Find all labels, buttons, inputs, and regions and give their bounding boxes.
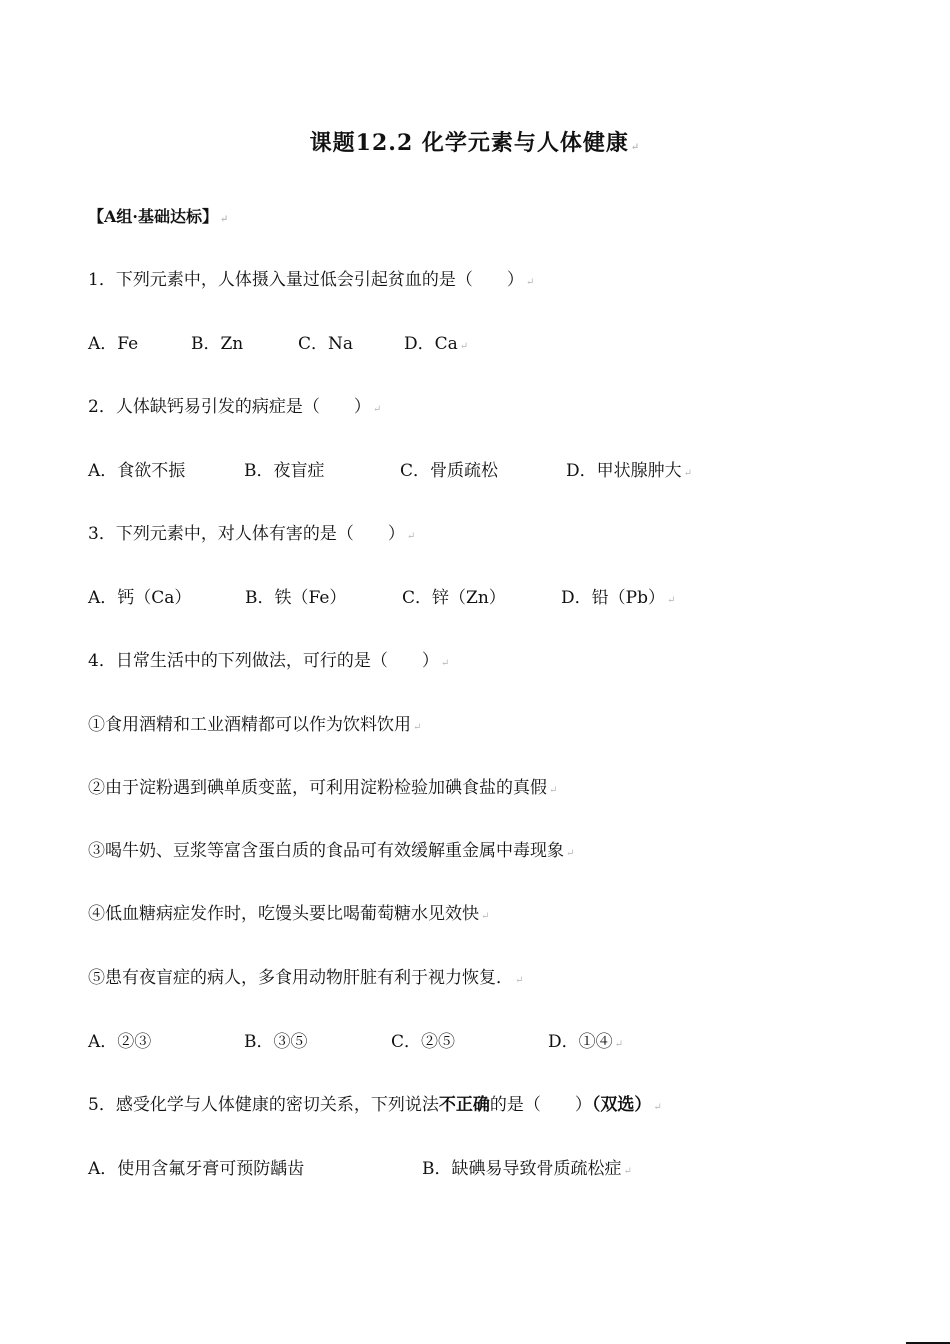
section-text: 【A组·基础达标】 bbox=[88, 207, 218, 226]
paragraph-mark: ↵ bbox=[413, 722, 422, 733]
question-4-item-1 bbox=[88, 710, 421, 735]
option-c: C．②⑤ bbox=[391, 1032, 456, 1052]
option-b: B．缺碘易导致骨质疏松症 bbox=[422, 1159, 622, 1179]
paragraph-mark: ↵ bbox=[653, 1102, 662, 1113]
paragraph-mark: ↵ bbox=[406, 531, 416, 542]
paragraph-mark: ↵ bbox=[630, 142, 641, 153]
option-b: B．③⑤ bbox=[244, 1032, 308, 1052]
option-b: B．铁（Fe） bbox=[245, 588, 347, 608]
option-a: A．食欲不振 bbox=[88, 461, 186, 481]
question-4-stem bbox=[88, 646, 449, 671]
paragraph-mark: ↵ bbox=[623, 1166, 632, 1177]
statement-text: ⑤患有夜盲症的病人，多食用动物肝脏有利于视力恢复． bbox=[88, 968, 513, 988]
paragraph-mark: ↵ bbox=[459, 341, 469, 352]
question-2-stem bbox=[88, 392, 381, 417]
question-1-options bbox=[88, 329, 888, 353]
paragraph-mark: ↵ bbox=[666, 595, 676, 606]
emphasis-text: 不正确 bbox=[438, 1095, 490, 1115]
option-d-wrap bbox=[566, 456, 692, 481]
question-3-stem bbox=[88, 519, 415, 544]
statement-text: ④低血糖病症发作时，吃馒头要比喝葡萄糖水见效快 bbox=[88, 904, 479, 924]
option-d-wrap bbox=[561, 583, 675, 608]
option-c: C．骨质疏松 bbox=[400, 461, 499, 481]
option-d: D．①④ bbox=[548, 1032, 613, 1052]
paragraph-mark: ↵ bbox=[372, 404, 382, 415]
question-1-stem bbox=[88, 265, 534, 290]
statement-text: ①食用酒精和工业酒精都可以作为饮料饮用 bbox=[88, 715, 411, 735]
option-a: A．钙（Ca） bbox=[88, 588, 192, 608]
paragraph-mark: ↵ bbox=[220, 214, 229, 225]
question-3-options bbox=[88, 583, 888, 607]
question-text: 2．人体缺钙易引发的病症是（ ） bbox=[88, 397, 371, 417]
question-4-item-3 bbox=[88, 836, 574, 861]
paragraph-mark: ↵ bbox=[481, 911, 490, 922]
option-b: B．夜盲症 bbox=[244, 461, 325, 481]
statement-text: ③喝牛奶、豆浆等富含蛋白质的食品可有效缓解重金属中毒现象 bbox=[88, 841, 564, 861]
question-4-options bbox=[88, 1027, 888, 1051]
statement-text: ②由于淀粉遇到碘单质变蓝，可利用淀粉检验加碘食盐的真假 bbox=[88, 778, 547, 798]
paragraph-mark: ↵ bbox=[683, 468, 693, 479]
question-5-stem bbox=[88, 1090, 662, 1115]
option-d: D．甲状腺肿大 bbox=[566, 461, 682, 481]
question-text: 4．日常生活中的下列做法，可行的是（ ） bbox=[88, 651, 439, 671]
question-4-item-5 bbox=[88, 963, 523, 988]
section-heading bbox=[88, 204, 228, 227]
question-4-item-4 bbox=[88, 899, 489, 924]
paragraph-mark: ↵ bbox=[440, 658, 450, 669]
double-choice-tag: （双选） bbox=[591, 1095, 652, 1115]
option-c: C．Na bbox=[298, 334, 354, 354]
option-d: D．Ca bbox=[404, 334, 458, 354]
question-2-options bbox=[88, 456, 888, 480]
option-a: A．使用含氟牙膏可预防龋齿 bbox=[88, 1159, 305, 1179]
paragraph-mark: ↵ bbox=[515, 975, 524, 986]
title-text: 课题12.2 化学元素与人体健康 bbox=[309, 130, 629, 156]
option-d: D．铅（Pb） bbox=[561, 588, 665, 608]
paragraph-mark: ↵ bbox=[566, 848, 575, 859]
paragraph-mark: ↵ bbox=[525, 277, 535, 288]
option-d-wrap bbox=[404, 329, 468, 354]
paragraph-mark: ↵ bbox=[549, 785, 558, 796]
question-text: 1．下列元素中，人体摄入量过低会引起贫血的是（ ） bbox=[88, 270, 524, 290]
question-4-item-2 bbox=[88, 773, 557, 798]
option-a: A．②③ bbox=[88, 1032, 152, 1052]
option-a: A．Fe bbox=[88, 334, 139, 354]
question-text-tail: 的是（ ） bbox=[489, 1095, 592, 1115]
question-text: 3．下列元素中，对人体有害的是（ ） bbox=[88, 524, 405, 544]
option-b-wrap bbox=[422, 1154, 632, 1179]
paragraph-mark: ↵ bbox=[614, 1039, 624, 1050]
question-text: 5．感受化学与人体健康的密切关系，下列说法 bbox=[88, 1095, 439, 1115]
question-5-options bbox=[88, 1154, 888, 1178]
option-c: C．锌（Zn） bbox=[402, 588, 506, 608]
option-b: B．Zn bbox=[191, 334, 244, 354]
option-d-wrap bbox=[548, 1027, 623, 1052]
page-title bbox=[0, 126, 950, 157]
